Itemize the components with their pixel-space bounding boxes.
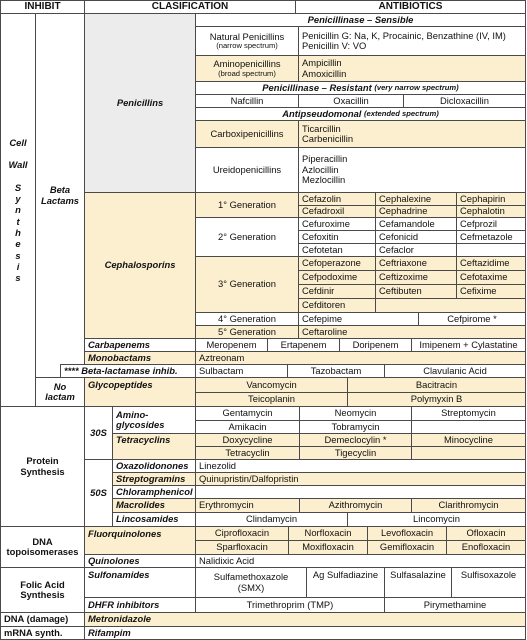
drug-cell [298,94,404,108]
drug-cell [306,567,385,598]
drug-cell [288,526,368,541]
drug-cell [456,217,526,231]
carboxipenicillins-drugs [298,120,526,148]
drug-cell [411,406,526,421]
drug-cell [298,270,376,285]
quinolones-label [84,554,196,568]
ribosome-50s-label [84,459,113,527]
drug-name: (SMX) [237,581,265,593]
drug-name: Linezolid [199,459,237,471]
drug-name: Mezlocillin [302,174,346,186]
lincosamides-label [112,512,196,527]
aminoglycosides-label [112,406,196,434]
oxazolidonones-label [112,459,196,473]
title-line: Synthesis [20,465,65,477]
header-note: (extended spectrum) [364,108,439,118]
drug-cell [195,364,288,378]
header-inhibit [0,0,85,14]
drug-name: Ciprofloxacin [214,527,270,539]
drug-name: Polymyxin B [410,393,463,405]
gen2-label [195,217,299,257]
drug-name: Cephapirin [460,192,506,204]
drug-name: Ceftriaxone [379,257,427,269]
title-line: e [15,238,21,250]
drug-cell [195,459,526,473]
header-antibiotics [295,0,526,14]
header-text: Penicillinase – Sensible [307,13,414,25]
label-line: Lactams [40,194,80,206]
group-note: (narrow spectrum) [216,41,278,50]
drug-name: Cefmetazole [460,230,513,242]
drug-name: Cefoperazone [302,257,361,269]
beta-lactamase-label [60,364,196,378]
drug-cell [411,498,526,513]
title-line: Folic Acid [20,578,65,590]
gen-name: 4° Generation [218,312,276,324]
drug-cell [403,94,526,108]
drug-cell [195,351,526,365]
drug-name: Meropenem [206,338,257,350]
drug-name: Cefadroxil [302,205,345,217]
drug-cell [299,406,412,421]
drug-cell [195,377,348,393]
macrolides-label [112,498,196,513]
drug-cell [451,567,526,598]
natural-penicillins-drugs [298,26,526,56]
drug-cell [456,192,526,206]
fluoroquinolones-label [84,526,196,555]
drug-name: Cefpirome * [447,312,497,324]
ureidopenicillins-drugs [298,147,526,193]
drug-name: Cefotaxime [460,271,508,283]
drug-name: Gemifloxacin [379,541,435,553]
beta-lactams-label [35,13,85,378]
drug-name: Ceftibuten [379,285,422,297]
subunit-text: 50S [90,486,107,498]
drug-name: Cefditoren [302,299,346,311]
title-line: n [15,204,21,216]
drug-cell [411,433,526,447]
sulfonamides-label [84,567,196,598]
class-name: Beta-lactamase inhib. [81,364,178,376]
label-line: Beta [49,184,71,196]
title-line: DNA [32,535,53,547]
class-name: Quinolones [88,554,140,566]
drug-cell [456,230,526,244]
folic-acid-synthesis-label [0,567,85,613]
label-line: Amino- [116,408,149,420]
header-antibiotics-label: ANTIBIOTICS [378,0,443,12]
penicillinase-resistant-header [195,81,526,95]
class-name: Oxazolidonones [116,459,189,471]
drug-name: Bacitracin [415,378,458,390]
class-name: Fluorquinolones [88,528,162,539]
drug-cell [456,270,526,285]
gen4-label [195,312,299,326]
drug-cell [375,230,457,244]
drug-name: Rifampim [88,626,131,638]
protein-synthesis-label [0,406,85,527]
drug-name: Sulfamethoxazole [213,571,289,583]
drug-cell [411,420,526,434]
drug-name: Ceftizoxime [379,271,428,283]
drug-name: Amikacin [228,420,267,432]
drug-name: Clavulanic Acid [423,364,487,376]
drug-cell [375,217,457,231]
drug-cell [384,597,526,613]
drug-name: Erythromycin [199,499,254,511]
drug-cell [298,256,376,271]
drug-name: Neomycin [334,407,377,419]
drug-name: Cefixime [460,285,497,297]
group-note: (broad spectrum) [218,68,276,78]
drug-name: Cefamandole [379,217,435,229]
drug-cell [195,485,526,499]
drug-cell [195,526,289,541]
class-name: Chloramphenicol [116,485,193,497]
carboxipenicillins-group [195,120,299,148]
drug-name: Sparfloxacin [216,541,268,553]
header-text: Penicillinase – Resistant [262,81,372,93]
class-name: Streptogramins [116,472,186,484]
drug-cell [456,256,526,271]
drug-name: Clindamycin [245,513,298,525]
drug-name: Cefazolin [302,192,342,204]
class-name: Tetracyclins [116,434,171,445]
drug-name: Ceftaroline [302,325,348,337]
title-line: t [16,215,20,227]
drug-name: Vancomycin [246,378,297,390]
drug-cell [446,526,526,541]
title-line: i [16,260,20,272]
gen1-label [195,192,299,218]
group-name: Natural Penicillins [209,30,285,42]
aminopenicillins-drugs [298,55,526,82]
drug-name: Tobramycin [331,420,380,432]
drug-cell [195,446,300,460]
drug-cell [195,512,348,527]
drug-cell [375,256,457,271]
drug-name: Tigecyclin [334,446,377,458]
title-line [17,170,20,181]
subunit-text: 30S [90,426,107,438]
drug-cell [375,298,526,313]
drug-name: Metronidazole [88,613,152,625]
drug-name: Ceftazidime [460,257,510,269]
drug-cell [195,540,289,555]
tetracyclins-label [112,433,196,460]
group-name: Aminopenicillins [213,58,281,70]
drug-cell [298,298,376,313]
drug-cell [298,312,419,326]
dna-damage-label [0,612,85,627]
drug-name: Doripenem [352,338,399,350]
no-lactam-label [35,377,85,407]
class-name: DHFR inhibitors [88,598,160,610]
aminopenicillins-group [195,55,299,82]
chloramphenicol-label [112,485,196,499]
drug-cell [195,498,300,513]
carbapenems-label [84,338,196,352]
gen-name: 1° Generation [218,198,276,210]
drug-name: Cefdinir [302,285,335,297]
drug-cell [367,540,447,555]
drug-name: Enofloxacin [461,541,511,553]
header-clasification [84,0,296,14]
drug-cell [418,312,526,326]
title-line: s [15,249,21,261]
drug-cell [298,243,376,257]
drug-name: Aztreonam [199,351,245,363]
drug-name: Cefepime [302,312,343,324]
title-line: Protein [26,455,59,467]
class-name: Lincosamides [116,513,179,525]
gen-name: 3° Generation [218,278,276,290]
title-line: h [15,226,21,238]
gen3-label [195,256,299,313]
group-name: Ureidopenicillins [212,163,282,175]
drug-cell [299,446,412,460]
drug-cell [456,243,526,257]
drug-name: Cephadrine [379,205,428,217]
glycopeptides-label [84,377,196,407]
mrna-synthesis-label [0,626,85,640]
drug-cell [298,217,376,231]
header-text: Antipseudomonal [282,107,362,119]
drug-name: Cefpodoxime [302,271,358,283]
drug-name: Norfloxacin [304,527,352,539]
metronidazole-cell [84,612,526,627]
header-inhibit-label: INHIBIT [24,0,61,12]
drug-name: Ticarcillin [302,122,341,134]
title-text: DNA (damage) [4,613,69,625]
drug-name: Dicloxacillin [440,94,489,106]
drug-name: Gentamycin [222,407,273,419]
drug-name: Pirymethamine [423,598,487,610]
drug-name: Azithromycin [328,499,383,511]
drug-name: Sulfasalazine [390,569,446,580]
drug-name: Cefuroxime [302,217,350,229]
drug-cell [347,377,526,393]
title-line: Synthesis [20,589,65,600]
drug-cell [288,540,368,555]
class-name: Sulfonamides [88,569,150,580]
drug-name: Ampicillin [302,57,342,69]
drug-name: Trimethroprim (TMP) [246,598,334,610]
header-note: (very narrow spectrum) [374,82,459,92]
drug-cell [195,472,526,486]
drug-name: Cefoxitin [302,230,339,242]
title-text: mRNA synth. [4,626,63,638]
drug-cell [287,364,385,378]
cephalosporins-text: Cephalosporins [104,259,176,271]
drug-name: Azlocillin [302,163,339,175]
drug-cell [299,433,412,447]
drug-cell [298,325,526,339]
drug-name: Sulbactam [199,364,244,376]
drug-name: Ag Sulfadiazine [312,569,379,580]
drug-name: Cefprozil [460,217,497,229]
drug-cell [411,446,526,460]
title-line: S [14,181,22,193]
drug-cell [299,498,412,513]
label-line: No [53,380,67,392]
drug-cell [195,420,300,434]
title-line: Cell [9,136,27,148]
monobactams-label [84,351,196,365]
drug-cell [195,433,300,447]
drug-name: Quinupristin/Dalfopristin [199,472,299,484]
drug-cell [298,284,376,299]
drug-cell [446,540,526,555]
title-line [17,148,20,159]
penicillins-label [84,13,196,193]
drug-name: Doxycycline [222,433,273,445]
penicillins-text: Penicillins [116,96,164,108]
class-name: Macrolides [116,499,165,511]
drug-cell [195,567,307,598]
drug-name: Levofloxacin [380,527,434,539]
dhfr-inhibitors-label [84,597,196,613]
drug-cell [347,512,526,527]
drug-name: Teicoplanin [248,393,295,405]
footnote-mark: **** [64,364,79,376]
penicillinase-sensible-header [195,13,526,27]
title-line: topoisomerases [6,546,79,557]
drug-name: Cefaclor [379,243,414,255]
drug-name: Streptomycin [441,407,496,419]
class-name: Carbapenems [88,338,151,350]
title-line: Wall [8,159,28,171]
drug-cell [375,243,457,257]
drug-name: Amoxicillin [302,67,347,79]
drug-name: Cephalotin [460,205,505,217]
drug-cell [195,406,300,421]
drug-cell [339,338,412,352]
drug-name: Penicillin V: VO [302,40,367,51]
drug-cell [384,364,526,378]
drug-cell [384,567,452,598]
drug-cell [367,526,447,541]
ureidopenicillins-group [195,147,299,193]
drug-name: Carbenicillin [302,133,354,144]
drug-name: Sulfisoxazole [460,569,517,580]
drug-name: Clarithromycin [438,499,499,511]
group-name: Carboxipenicillins [210,127,284,139]
drug-cell [298,230,376,244]
drug-name: Penicillin G: Na, K, Procainic, Benzathine (IV, IM) [302,29,506,41]
title-line: s [15,272,21,284]
drug-cell [411,338,526,352]
drug-cell [456,284,526,299]
drug-cell [195,392,348,407]
drug-name: Cefonicid [379,230,419,242]
drug-name: Cefotetan [302,243,343,255]
drug-name: Lincomycin [413,513,460,525]
drug-name: Tazobactam [310,364,362,376]
gen-name: 5° Generation [218,325,276,337]
drug-cell [195,554,526,568]
class-name: Monobactams [88,351,152,363]
drug-name: Oxacillin [333,94,369,106]
class-name: Glycopeptides [88,379,153,390]
drug-name: Nalidixic Acid [199,554,255,566]
drug-cell [195,338,268,352]
drug-name: Tetracyclin [225,446,270,458]
drug-name: Piperacillin [302,153,348,165]
drug-name: Ofloxacin [466,527,506,539]
drug-name: Cephalexine [379,192,432,204]
drug-cell [375,192,457,206]
drug-name: Moxifloxacin [302,541,354,553]
ribosome-30s-label [84,406,113,460]
gen-name: 2° Generation [218,230,276,242]
label-line: glycosides [116,419,165,430]
drug-name: Minocycline [444,433,493,445]
label-line: lactam [45,391,75,402]
drug-cell [375,270,457,285]
gen5-label [195,325,299,339]
antipseudomonal-header [195,107,526,121]
drug-name: Imipenem + Cylastatine [419,338,518,350]
natural-penicillins-group [195,26,299,56]
drug-cell [347,392,526,407]
streptogramins-label [112,472,196,486]
cephalosporins-label [84,192,196,339]
header-clasification-label: CLASIFICATION [151,0,229,12]
cell-wall-synthesis-label [0,13,36,407]
drug-cell [298,192,376,206]
rifampim-cell [84,626,526,640]
drug-name: Demeclocylin * [324,433,387,445]
dna-topoisomerases-label [0,526,85,568]
title-line: y [15,193,21,205]
drug-cell [299,420,412,434]
drug-cell [375,284,457,299]
drug-cell [267,338,340,352]
drug-cell [195,94,299,108]
drug-cell [195,597,385,613]
drug-name: Nafcillin [230,94,264,106]
drug-name: Ertapenem [280,338,327,350]
